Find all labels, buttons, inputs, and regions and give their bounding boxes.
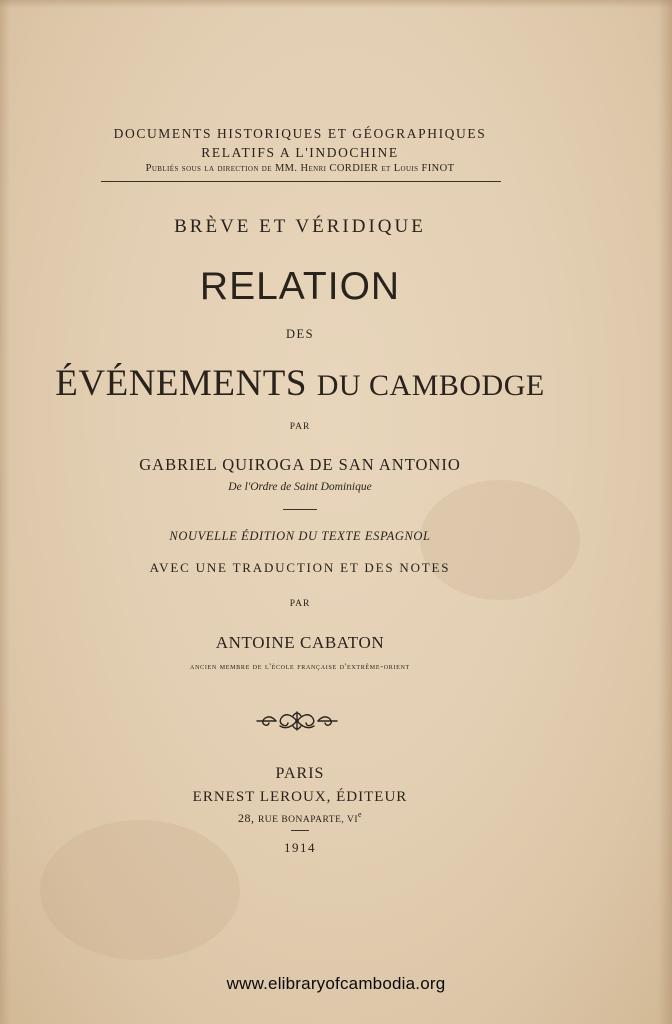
edition-line2: AVEC UNE TRADUCTION ET DES NOTES xyxy=(149,560,451,575)
series-rule xyxy=(101,181,501,182)
author-order: De l'Ordre de Saint Dominique xyxy=(228,481,372,493)
imprint-city: PARIS xyxy=(275,765,325,782)
title-line1: BRÈVE ET VÉRIDIQUE xyxy=(174,216,426,237)
ornament-icon xyxy=(254,706,340,736)
address-superscript: e xyxy=(357,810,363,819)
page-edge-top xyxy=(0,0,672,8)
imprint-year: 1914 xyxy=(284,840,316,855)
title-line4-small: DU CAMBODGE xyxy=(316,369,545,402)
translator-par: PAR xyxy=(289,599,311,609)
series-title-line2: RELATIFS A L'INDOCHINE xyxy=(201,145,399,160)
author-par: PAR xyxy=(289,422,311,432)
page-edge-right xyxy=(658,0,672,1024)
imprint-rule xyxy=(291,830,309,831)
title-line2: RELATION xyxy=(199,265,401,308)
title-line3: DES xyxy=(285,327,315,341)
imprint-address xyxy=(0,810,600,826)
series-editors: Publiés sous la direction de MM. Henri CORDIER et Louis FINOT xyxy=(145,163,455,174)
address-number: 28, xyxy=(237,811,255,825)
imprint-publisher: ERNEST LEROUX, ÉDITEUR xyxy=(192,789,408,805)
edition-line1: NOUVELLE ÉDITION DU TEXTE ESPAGNOL xyxy=(169,529,431,543)
title-line4-main: ÉVÉNEMENTS xyxy=(55,363,307,404)
translator-member: ancien membre de l'école française d'extrême-orient xyxy=(190,661,410,671)
title-line4 xyxy=(0,362,600,405)
translator-name: ANTOINE CABATON xyxy=(215,633,385,652)
author-rule xyxy=(283,509,317,510)
author-name: GABRIEL QUIROGA DE SAN ANTONIO xyxy=(139,455,461,474)
series-title-line1: DOCUMENTS HISTORIQUES ET GÉOGRAPHIQUES xyxy=(113,126,487,141)
watermark-url: www.elibraryofcambodia.org xyxy=(226,974,446,993)
address-street: RUE BONAPARTE, VI xyxy=(257,815,358,825)
